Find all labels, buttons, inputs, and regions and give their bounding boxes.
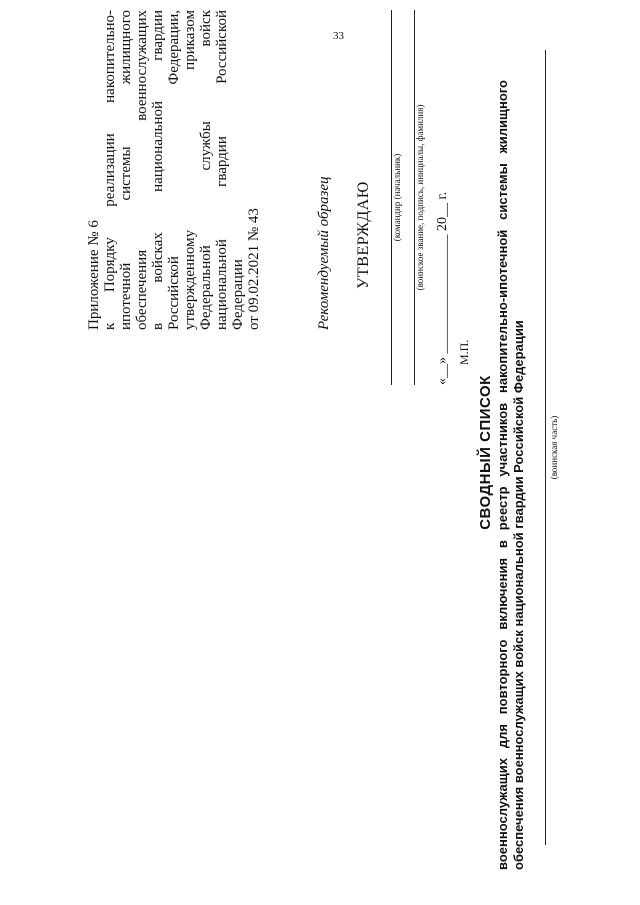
sample-label: Рекомендуемый образец [316,176,332,330]
appendix-block [86,10,262,330]
appendix-date: от 09.02.2021 № 43 [246,208,262,330]
approval-block [355,10,472,385]
appendix-line: Федеральной службы войск [198,10,214,330]
approval-date: «__» _________________ 20__ г. [435,191,450,385]
appendix-line: в войсках национальной гвардии [150,10,166,330]
appendix-line: национальной гвардии Российской [214,10,230,330]
appendix-line: утвержденному приказом [182,10,198,330]
unit-line [545,50,546,845]
list-title: СВОДНЫЙ СПИСОК [477,375,494,530]
page-number: 33 [333,30,344,42]
appendix-line: обеспечения военнослужащих [134,10,150,330]
signature-hint: (воинское звание, подпись, инициалы, фамилия) [415,104,425,291]
unit-hint: (воинская часть) [549,415,559,480]
appendix-line: ипотечной системы жилищного [118,10,134,330]
appendix-line: Российской Федерации, [166,10,182,330]
appendix-line: к Порядку реализации накопительно- [102,10,118,330]
appendix-title: Приложение № 6 [86,220,102,330]
list-description: военнослужащих для повторного включения в реестр участников накопительно-ипотечной системы жилищного обеспечения военнослужащих войск национальной гвардии Российской Федерации [495,80,526,870]
approve-title: УТВЕРЖДАЮ [355,181,372,289]
appendix-line: Федерации [230,259,246,330]
seal-label: М.П. [457,339,471,365]
commander-hint: (командир (начальник) [392,153,402,242]
